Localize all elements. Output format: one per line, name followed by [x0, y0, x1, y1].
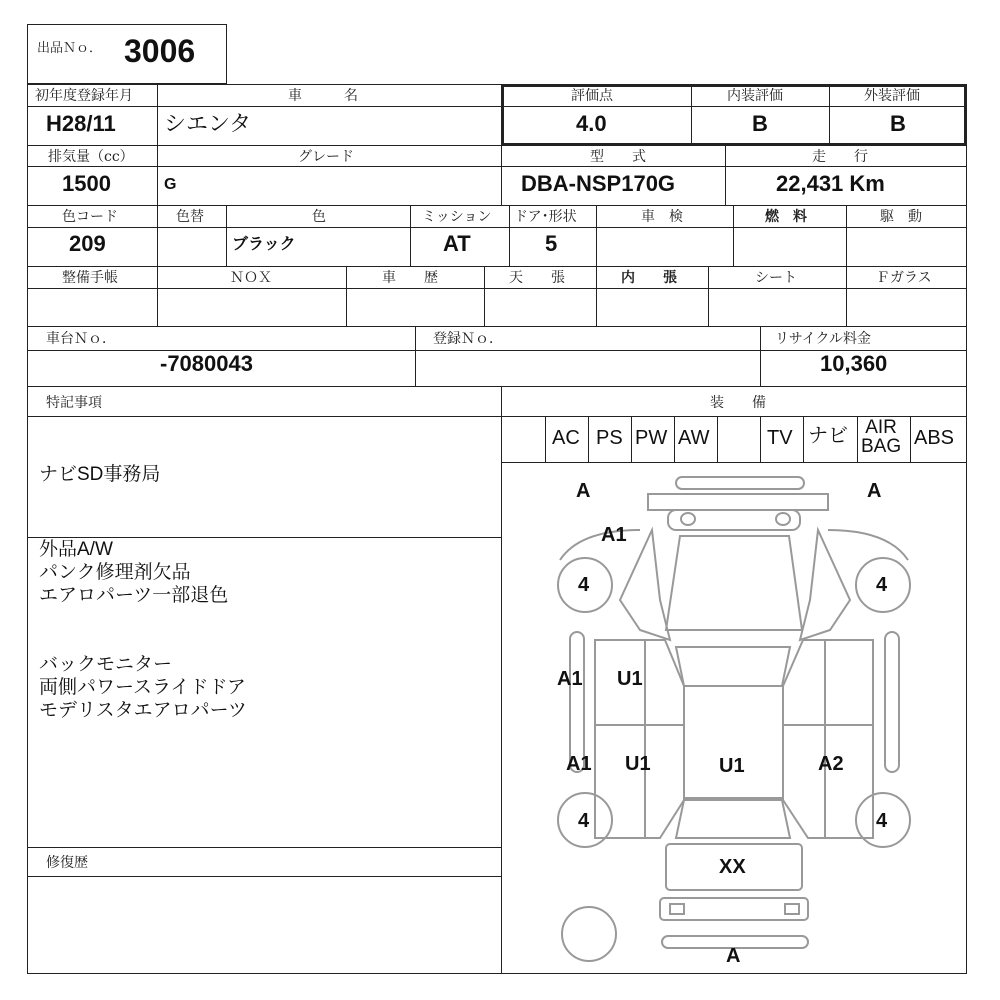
seat-label: シート — [755, 270, 797, 286]
color-value: ブラック — [232, 234, 296, 253]
car-name-value: シエンタ — [164, 111, 252, 136]
notes-bottom: 外品A/W パンク修理剤欠品 エアロパーツ一部退色 バックモニター 両側パワースライドドア モデリスタエアロパーツ — [39, 539, 247, 721]
score-label: 評価点 — [571, 88, 613, 104]
door-label: ドア･形状 — [514, 209, 577, 225]
interior-grade-value: B — [752, 111, 768, 136]
mark-left-rear-door-a: A1 — [566, 753, 592, 775]
equipment-label: 装 備 — [710, 395, 766, 411]
mark-left-rear-door-u: U1 — [625, 753, 651, 775]
grade-value: G — [164, 176, 177, 193]
mark-front-right: A — [867, 480, 882, 502]
interior-grade-label: 内装評価 — [727, 88, 783, 104]
chassis-label: 車台Ｎｏ． — [46, 331, 116, 347]
equipment-tv: TV — [767, 427, 793, 449]
equipment-navi: ナビ — [808, 425, 848, 447]
mark-right-rear-door: A2 — [818, 753, 844, 775]
mark-tire-rear-right: 4 — [876, 810, 888, 832]
color-label: 色 — [312, 209, 326, 225]
car-damage-diagram — [502, 462, 967, 974]
registration-label: 登録Ｎｏ． — [433, 331, 503, 347]
mark-left-front-door-a: A1 — [557, 668, 583, 690]
front-glass-label: Ｆガラス — [876, 270, 932, 286]
notes-label: 特記事項 — [46, 395, 102, 411]
lot-number: 3006 — [124, 33, 196, 69]
mileage-value: 22,431 Km — [776, 171, 885, 196]
reg-date-value: H28/11 — [46, 111, 116, 136]
drive-label: 駆 動 — [880, 209, 922, 225]
exterior-grade-label: 外装評価 — [864, 88, 920, 104]
nox-label: ＮＯＸ — [230, 270, 272, 286]
equipment-abs: ABS — [914, 427, 955, 449]
mark-front-fender: A1 — [601, 524, 627, 546]
maintenance-book-label: 整備手帳 — [62, 270, 118, 286]
notes-top: ナビSD事務局 — [39, 464, 161, 485]
mark-tire-rear-left: 4 — [578, 810, 590, 832]
equipment-ps: PS — [596, 427, 623, 449]
repair-history-label: 修復歴 — [46, 855, 88, 871]
roof-lining-label: 天 張 — [509, 270, 565, 286]
mark-rear-bumper: A — [726, 945, 741, 967]
model-label: 型 式 — [590, 149, 646, 165]
lot-label: 出品Ｎｏ． — [37, 41, 103, 56]
equipment-airbag: AIR BAG — [861, 417, 902, 457]
chassis-value: -7080043 — [160, 351, 253, 376]
inspection-label: 車 検 — [641, 209, 683, 225]
equipment-pw: PW — [635, 427, 668, 449]
displacement-label: 排気量（cc） — [48, 149, 134, 165]
car-name-label: 車 名 — [288, 88, 358, 104]
mission-label: ミッション — [422, 209, 492, 225]
model-value: DBA-NSP170G — [521, 171, 676, 196]
mark-tire-front-right: 4 — [876, 574, 888, 596]
mileage-label: 走 行 — [812, 149, 868, 165]
score-value: 4.0 — [576, 111, 607, 136]
door-value: 5 — [545, 231, 558, 256]
color-code-value: 209 — [69, 231, 106, 256]
recolor-label: 色替 — [176, 209, 204, 225]
interior-lining-label: 内 張 — [621, 270, 677, 286]
displacement-value: 1500 — [62, 171, 111, 196]
mark-tire-front-left: 4 — [578, 574, 590, 596]
mark-front-left: A — [576, 480, 591, 502]
mark-back-door: XX — [719, 856, 746, 878]
mark-roof: U1 — [719, 755, 745, 777]
reg-date-label: 初年度登録年月 — [35, 88, 133, 104]
equipment-ac: AC — [552, 427, 580, 449]
recycle-fee-label: リサイクル料金 — [775, 331, 872, 347]
mission-value: AT — [443, 231, 471, 256]
recycle-fee-value: 10,360 — [820, 351, 888, 376]
mark-left-front-door-u: U1 — [617, 668, 643, 690]
grade-label: グレード — [298, 149, 354, 165]
color-code-label: 色コード — [62, 209, 118, 225]
equipment-aw: AW — [678, 427, 710, 449]
fuel-label: 燃 料 — [765, 209, 807, 225]
exterior-grade-value: B — [890, 111, 906, 136]
vehicle-history-label: 車 歴 — [382, 270, 438, 286]
